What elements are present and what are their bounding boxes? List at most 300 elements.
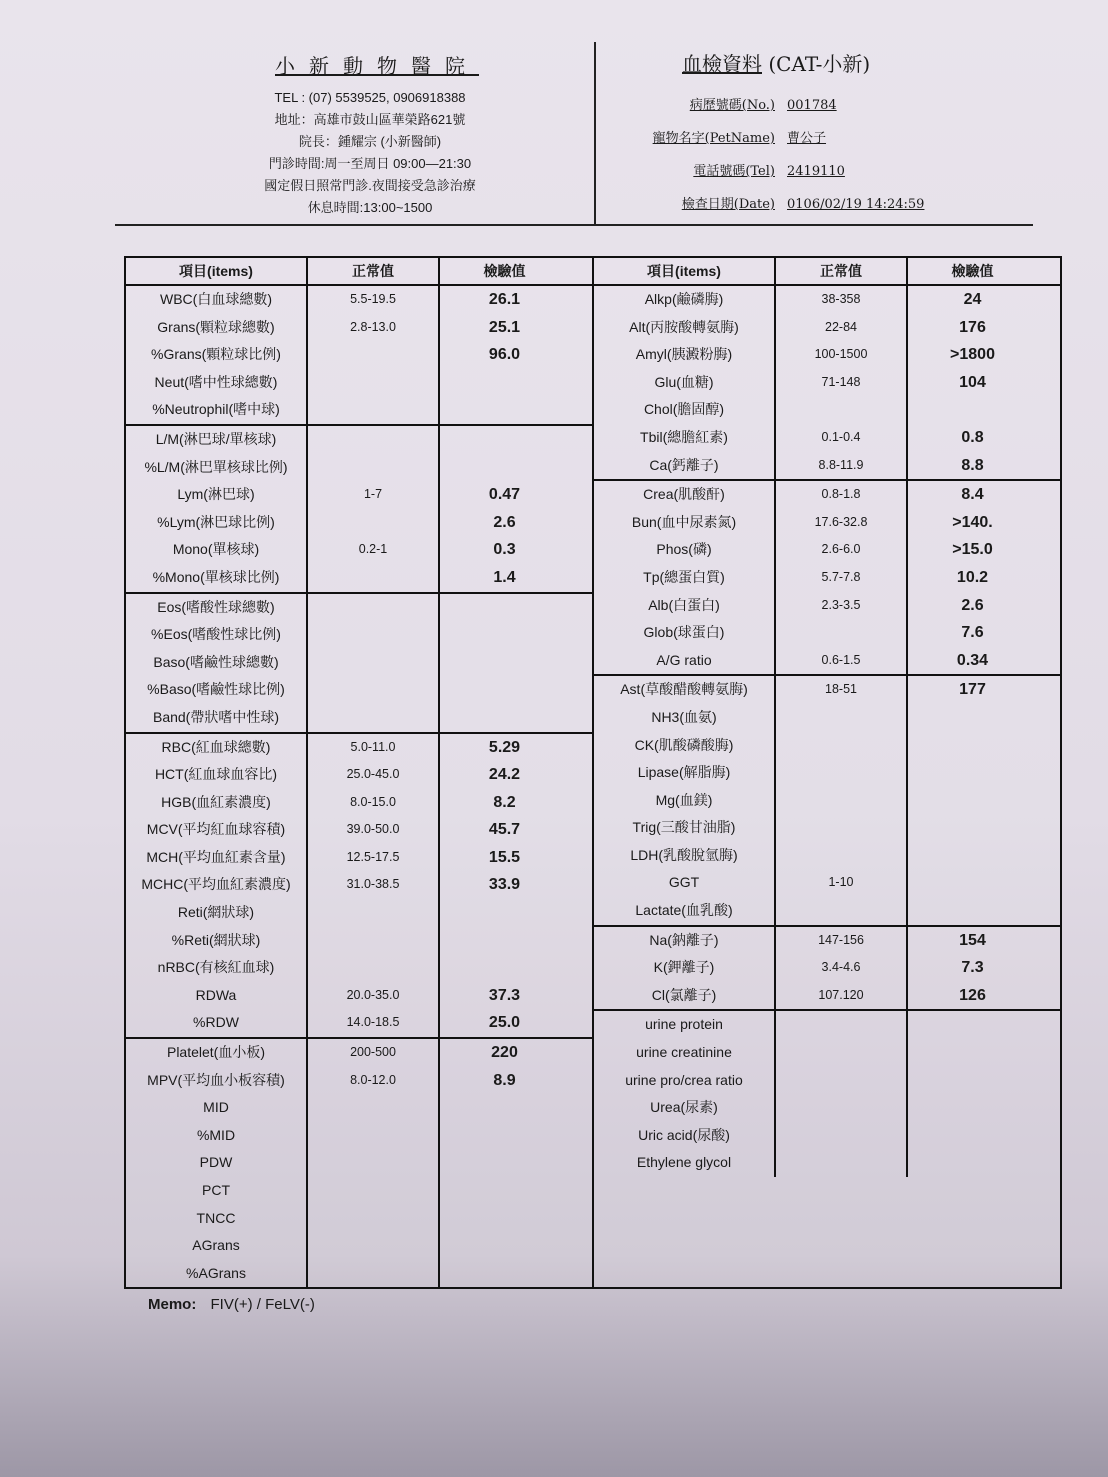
result-cell: 104 xyxy=(906,369,1037,397)
item-cell: %Reti(網狀球) xyxy=(171,931,261,948)
item-cell: Ca(鈣離子) xyxy=(649,456,719,473)
header-divider xyxy=(594,42,596,224)
table-row xyxy=(126,734,592,762)
table-row xyxy=(126,509,592,537)
table-left-half xyxy=(126,258,592,1287)
result-cell xyxy=(438,369,569,397)
table-row xyxy=(594,759,1060,787)
item-cell: Lipase(解脂脢) xyxy=(637,764,731,781)
normal-range-cell xyxy=(306,564,438,592)
table-row xyxy=(126,369,592,397)
table-row xyxy=(594,592,1060,620)
result-cell xyxy=(438,1232,569,1260)
result-cell: 24.2 xyxy=(438,761,569,789)
normal-range-cell xyxy=(306,621,438,649)
item-cell: RDWa xyxy=(195,986,237,1003)
table-row xyxy=(126,676,592,704)
table-row xyxy=(126,286,592,314)
item-cell: Urea(尿素) xyxy=(650,1099,718,1116)
table-row xyxy=(594,564,1060,592)
table-row xyxy=(594,647,1060,675)
item-cell: nRBC(有核紅血球) xyxy=(157,959,275,976)
table-row xyxy=(126,649,592,677)
table-row xyxy=(126,704,592,732)
column-headers-right xyxy=(594,258,1060,286)
normal-range-cell: 0.1-0.4 xyxy=(774,424,906,452)
normal-range-cell: 17.6-32.8 xyxy=(774,509,906,537)
result-cell: 24 xyxy=(906,286,1037,314)
table-row xyxy=(126,761,592,789)
result-cell xyxy=(438,704,569,732)
item-cell: %Neutrophil(嗜中球) xyxy=(152,401,280,418)
result-cell: 8.9 xyxy=(438,1067,569,1095)
item-cell: CK(肌酸磷酸脢) xyxy=(634,736,734,753)
result-cell xyxy=(906,1149,1037,1177)
normal-range-cell xyxy=(306,369,438,397)
normal-range-cell xyxy=(306,954,438,982)
item-cell: %Lym(淋巴球比例) xyxy=(157,513,275,530)
item-cell: Ethylene glycol xyxy=(636,1154,732,1171)
result-cell: 0.34 xyxy=(906,647,1037,675)
header-rule xyxy=(115,224,1033,226)
item-cell: TNCC xyxy=(196,1209,236,1226)
table-row xyxy=(594,1011,1060,1039)
result-cell: >1800 xyxy=(906,341,1037,369)
result-cell xyxy=(438,1122,569,1150)
table-row xyxy=(126,954,592,982)
normal-range-cell: 0.2-1 xyxy=(306,536,438,564)
table-row xyxy=(126,871,592,899)
report-field-value: 0106/02/19 14:24:59 xyxy=(787,197,925,212)
normal-range-cell: 2.6-6.0 xyxy=(774,536,906,564)
table-row xyxy=(126,1009,592,1037)
normal-range-cell xyxy=(306,396,438,424)
report-title xyxy=(682,48,1030,77)
result-cell: 5.29 xyxy=(438,734,569,762)
result-cell: 25.0 xyxy=(438,1009,569,1037)
report-field xyxy=(610,89,1030,122)
item-cell: %L/M(淋巴單核球比例) xyxy=(144,458,288,475)
table-row xyxy=(594,814,1060,842)
normal-range-cell xyxy=(774,704,906,732)
clinic-name: 小新動物醫院 xyxy=(275,54,479,78)
normal-range-cell xyxy=(774,814,906,842)
table-row xyxy=(594,982,1060,1010)
table-row xyxy=(594,314,1060,342)
item-cell: %Baso(嗜鹼性球比例) xyxy=(147,681,285,698)
header-normal: 正常值 xyxy=(774,258,906,284)
item-cell: Crea(肌酸酐) xyxy=(643,486,725,503)
normal-range-cell xyxy=(774,787,906,815)
normal-range-cell xyxy=(774,619,906,647)
header-normal: 正常值 xyxy=(306,258,438,284)
result-cell xyxy=(438,1205,569,1233)
normal-range-cell xyxy=(774,396,906,424)
table-row xyxy=(126,927,592,955)
table-group xyxy=(594,1011,1060,1287)
item-cell: %Eos(嗜酸性球比例) xyxy=(151,626,281,643)
normal-range-cell: 20.0-35.0 xyxy=(306,982,438,1010)
item-cell: %Grans(顆粒球比例) xyxy=(151,346,281,363)
normal-range-cell: 8.8-11.9 xyxy=(774,452,906,480)
normal-range-cell: 12.5-17.5 xyxy=(306,844,438,872)
result-cell xyxy=(906,787,1037,815)
table-row xyxy=(126,982,592,1010)
item-cell: Phos(磷) xyxy=(656,541,712,558)
item-cell: Band(帶狀嗜中性球) xyxy=(152,708,280,725)
table-row xyxy=(126,899,592,927)
item-cell: K(鉀離子) xyxy=(653,959,715,976)
table-row xyxy=(594,676,1060,704)
item-cell: MCV(平均紅血球容積) xyxy=(146,821,286,838)
item-cell: Alt(丙胺酸轉氨脢) xyxy=(629,318,739,335)
table-row xyxy=(594,424,1060,452)
normal-range-cell xyxy=(306,676,438,704)
table-row xyxy=(126,816,592,844)
table-right-half xyxy=(592,258,1060,1287)
clinic-rest: 休息時間:13:00~1500 xyxy=(307,200,433,215)
normal-range-cell xyxy=(774,1122,906,1150)
result-cell: 0.8 xyxy=(906,424,1037,452)
normal-range-cell xyxy=(774,842,906,870)
normal-range-cell: 2.3-3.5 xyxy=(774,592,906,620)
normal-range-cell: 71-148 xyxy=(774,369,906,397)
normal-range-cell: 8.0-12.0 xyxy=(306,1067,438,1095)
item-cell: Mono(單核球) xyxy=(172,541,260,558)
table-group xyxy=(126,286,592,426)
header-result: 檢驗值 xyxy=(906,258,1037,284)
result-cell: 10.2 xyxy=(906,564,1037,592)
table-row xyxy=(594,732,1060,760)
table-row xyxy=(594,869,1060,897)
table-row xyxy=(594,1122,1060,1150)
normal-range-cell: 107.120 xyxy=(774,982,906,1010)
memo xyxy=(148,1296,315,1313)
item-cell: Neut(嗜中性球總數) xyxy=(154,373,278,390)
table-row xyxy=(126,1205,592,1233)
item-cell: Glob(球蛋白) xyxy=(643,624,725,641)
table-group xyxy=(594,676,1060,926)
table-row xyxy=(126,789,592,817)
normal-range-cell xyxy=(306,1232,438,1260)
normal-range-cell: 0.8-1.8 xyxy=(774,481,906,509)
result-cell xyxy=(906,814,1037,842)
table-row xyxy=(126,426,592,454)
table-row xyxy=(594,927,1060,955)
normal-range-cell xyxy=(306,1205,438,1233)
item-cell: HCT(紅血球血容比) xyxy=(154,766,278,783)
table-row xyxy=(126,621,592,649)
item-cell: NH3(血氨) xyxy=(651,708,717,725)
clinic-holiday: 國定假日照常門診.夜間接受急診治療 xyxy=(264,178,476,193)
item-cell: urine protein xyxy=(645,1016,723,1033)
result-cell xyxy=(438,454,569,482)
table-row xyxy=(594,842,1060,870)
result-cell xyxy=(438,1260,569,1288)
result-cell: 220 xyxy=(438,1039,569,1067)
result-cell xyxy=(438,899,569,927)
table-row xyxy=(594,452,1060,480)
item-cell: Chol(膽固醇) xyxy=(643,401,725,418)
result-cell xyxy=(438,396,569,424)
normal-range-cell: 5.7-7.8 xyxy=(774,564,906,592)
header-item: 項目(items) xyxy=(647,263,721,279)
result-cell xyxy=(906,1094,1037,1122)
normal-range-cell xyxy=(306,927,438,955)
table-row xyxy=(594,1067,1060,1095)
normal-range-cell: 8.0-15.0 xyxy=(306,789,438,817)
normal-range-cell xyxy=(306,1094,438,1122)
normal-range-cell: 18-51 xyxy=(774,676,906,704)
result-cell: 8.4 xyxy=(906,481,1037,509)
result-cell xyxy=(438,1094,569,1122)
normal-range-cell xyxy=(306,509,438,537)
report-field-label: 寵物名字(PetName) xyxy=(652,131,775,146)
item-cell: Tbil(總膽紅素) xyxy=(640,428,728,445)
table-row xyxy=(126,1122,592,1150)
table-row xyxy=(126,1094,592,1122)
clinic-tel: TEL : (07) 5539525, 0906918388 xyxy=(274,90,466,105)
memo-label: Memo: xyxy=(148,1296,197,1313)
item-cell: Bun(血中尿素氮) xyxy=(631,513,737,530)
normal-range-cell xyxy=(306,1260,438,1288)
item-cell: MID xyxy=(203,1099,229,1116)
report-field-label: 檢查日期(Date) xyxy=(681,197,775,212)
normal-range-cell: 3.4-4.6 xyxy=(774,954,906,982)
result-cell xyxy=(438,649,569,677)
item-cell: Tp(總蛋白質) xyxy=(643,568,725,585)
item-cell: %RDW xyxy=(193,1014,239,1031)
report-field xyxy=(610,122,1030,155)
report-title-main: 血檢資料 xyxy=(682,52,762,76)
result-cell xyxy=(906,897,1037,925)
report-header xyxy=(610,48,1030,221)
normal-range-cell xyxy=(774,1039,906,1067)
normal-range-cell xyxy=(774,1149,906,1177)
item-cell: PCT xyxy=(202,1182,230,1198)
normal-range-cell: 200-500 xyxy=(306,1039,438,1067)
table-row xyxy=(594,787,1060,815)
result-cell: 177 xyxy=(906,676,1037,704)
table-group xyxy=(594,286,1060,481)
item-cell: Grans(顆粒球總數) xyxy=(157,318,275,335)
table-row xyxy=(126,454,592,482)
table-row xyxy=(126,314,592,342)
result-cell: 45.7 xyxy=(438,816,569,844)
table-group xyxy=(126,426,592,594)
normal-range-cell: 39.0-50.0 xyxy=(306,816,438,844)
result-cell: 8.8 xyxy=(906,452,1037,480)
table-row xyxy=(126,1067,592,1095)
item-cell: %Mono(單核球比例) xyxy=(152,568,280,585)
clinic-director: 院長：鍾耀宗 (小新醫師) xyxy=(298,134,442,149)
result-cell: 154 xyxy=(906,927,1037,955)
normal-range-cell: 14.0-18.5 xyxy=(306,1009,438,1037)
normal-range-cell: 5.0-11.0 xyxy=(306,734,438,762)
result-cell: 26.1 xyxy=(438,286,569,314)
normal-range-cell xyxy=(774,1067,906,1095)
item-cell: %MID xyxy=(196,1126,236,1143)
item-cell: Alb(白蛋白) xyxy=(648,596,720,613)
table-row xyxy=(594,396,1060,424)
normal-range-cell xyxy=(306,899,438,927)
table-row xyxy=(594,897,1060,925)
table-row xyxy=(594,481,1060,509)
item-cell: Eos(嗜酸性球總數) xyxy=(157,598,275,615)
item-cell: RBC(紅血球總數) xyxy=(161,738,271,755)
table-row xyxy=(126,1177,592,1205)
normal-range-cell xyxy=(306,454,438,482)
result-cell: 126 xyxy=(906,982,1037,1010)
normal-range-cell: 100-1500 xyxy=(774,341,906,369)
clinic-address: 地址：高雄市鼓山區華榮路621號 xyxy=(274,112,466,127)
table-group xyxy=(126,734,592,1040)
item-cell: L/M(淋巴球/單核球) xyxy=(155,430,277,447)
report-field xyxy=(610,188,1030,221)
result-cell: >15.0 xyxy=(906,536,1037,564)
normal-range-cell xyxy=(306,1149,438,1177)
result-cell: 7.6 xyxy=(906,619,1037,647)
item-cell: MPV(平均血小板容積) xyxy=(147,1071,285,1088)
result-cell: 176 xyxy=(906,314,1037,342)
table-row xyxy=(126,844,592,872)
result-cell: 7.3 xyxy=(906,954,1037,982)
result-cell xyxy=(438,1177,569,1205)
result-cell: 33.9 xyxy=(438,871,569,899)
result-cell xyxy=(906,704,1037,732)
normal-range-cell xyxy=(774,732,906,760)
normal-range-cell: 38-358 xyxy=(774,286,906,314)
result-cell: 37.3 xyxy=(438,982,569,1010)
result-cell xyxy=(438,676,569,704)
result-cell xyxy=(906,759,1037,787)
table-group xyxy=(594,481,1060,676)
result-cell xyxy=(438,594,569,622)
clinic-hours: 門診時間:周一至周日 09:00—21:30 xyxy=(268,156,472,171)
table-row xyxy=(126,564,592,592)
table-row xyxy=(126,1149,592,1177)
normal-range-cell: 1-7 xyxy=(306,481,438,509)
report-title-sub: (CAT-小新) xyxy=(768,52,871,76)
result-cell: 2.6 xyxy=(438,509,569,537)
result-cell: 1.4 xyxy=(438,564,569,592)
item-cell: urine creatinine xyxy=(636,1044,732,1061)
normal-range-cell xyxy=(306,704,438,732)
normal-range-cell xyxy=(306,649,438,677)
item-cell: HGB(血紅素濃度) xyxy=(161,793,271,810)
table-row xyxy=(126,1039,592,1067)
item-cell: Amyl(胰澱粉脢) xyxy=(635,346,733,363)
normal-range-cell: 22-84 xyxy=(774,314,906,342)
report-field xyxy=(610,155,1030,188)
item-cell: AGrans xyxy=(192,1237,240,1254)
table-row xyxy=(126,396,592,424)
result-cell xyxy=(438,621,569,649)
normal-range-cell: 1-10 xyxy=(774,869,906,897)
item-cell: PDW xyxy=(199,1154,233,1171)
memo-value: FIV(+) / FeLV(-) xyxy=(210,1296,315,1313)
normal-range-cell: 0.6-1.5 xyxy=(774,647,906,675)
item-cell: Platelet(血小板) xyxy=(166,1044,266,1061)
result-cell xyxy=(438,927,569,955)
table-row xyxy=(594,619,1060,647)
normal-range-cell xyxy=(306,1177,438,1205)
result-cell xyxy=(438,1149,569,1177)
result-cell: 25.1 xyxy=(438,314,569,342)
item-cell: Ast(草酸醋酸轉氨脢) xyxy=(620,681,748,698)
item-cell: Trig(三酸甘油脂) xyxy=(632,819,736,836)
table-row xyxy=(126,1232,592,1260)
normal-range-cell xyxy=(774,1011,906,1039)
normal-range-cell xyxy=(306,426,438,454)
result-cell xyxy=(906,732,1037,760)
table-row xyxy=(126,1260,592,1288)
item-cell: Lactate(血乳酸) xyxy=(635,902,733,919)
item-cell: Alkp(鹼磷脢) xyxy=(644,291,724,307)
normal-range-cell xyxy=(306,594,438,622)
item-cell: WBC(白血球總數) xyxy=(160,291,272,307)
item-cell: Uric acid(尿酸) xyxy=(638,1126,730,1143)
item-cell: MCHC(平均血紅素濃度) xyxy=(141,876,291,893)
table-row xyxy=(594,509,1060,537)
item-cell: Baso(嗜鹼性球總數) xyxy=(153,653,279,670)
report-field-label: 電話號碼(Tel) xyxy=(693,164,775,179)
result-cell xyxy=(438,954,569,982)
item-cell: Reti(網狀球) xyxy=(177,904,255,921)
result-cell: 8.2 xyxy=(438,789,569,817)
result-cell xyxy=(906,1122,1037,1150)
result-cell: 15.5 xyxy=(438,844,569,872)
item-cell: MCH(平均血紅素含量) xyxy=(146,848,286,865)
result-cell: 2.6 xyxy=(906,592,1037,620)
result-cell: 0.3 xyxy=(438,536,569,564)
table-row xyxy=(594,1039,1060,1067)
result-cell: 0.47 xyxy=(438,481,569,509)
item-cell: urine pro/crea ratio xyxy=(625,1071,743,1088)
table-row xyxy=(594,341,1060,369)
result-cell xyxy=(906,396,1037,424)
result-cell xyxy=(906,842,1037,870)
table-row xyxy=(594,1094,1060,1122)
table-row xyxy=(126,481,592,509)
normal-range-cell: 5.5-19.5 xyxy=(306,286,438,314)
item-cell: LDH(乳酸脫氫脢) xyxy=(630,846,738,863)
result-cell xyxy=(906,869,1037,897)
table-row xyxy=(594,704,1060,732)
header-result: 檢驗值 xyxy=(438,258,569,284)
normal-range-cell: 25.0-45.0 xyxy=(306,761,438,789)
table-group xyxy=(126,1039,592,1287)
item-cell: GGT xyxy=(668,874,700,891)
result-cell xyxy=(906,1011,1037,1039)
result-cell: >140. xyxy=(906,509,1037,537)
table-row xyxy=(126,341,592,369)
item-cell: Cl(氯離子) xyxy=(651,986,717,1003)
table-row xyxy=(126,536,592,564)
result-cell: 96.0 xyxy=(438,341,569,369)
item-cell: A/G ratio xyxy=(656,651,712,668)
table-row xyxy=(594,536,1060,564)
table-row xyxy=(126,594,592,622)
table-row xyxy=(594,286,1060,314)
item-cell: Mg(血鎂) xyxy=(655,791,713,808)
report-field-label: 病歷號碼(No.) xyxy=(689,98,775,113)
normal-range-cell xyxy=(306,341,438,369)
normal-range-cell xyxy=(774,897,906,925)
result-cell xyxy=(438,426,569,454)
normal-range-cell xyxy=(774,1094,906,1122)
normal-range-cell xyxy=(306,1122,438,1150)
